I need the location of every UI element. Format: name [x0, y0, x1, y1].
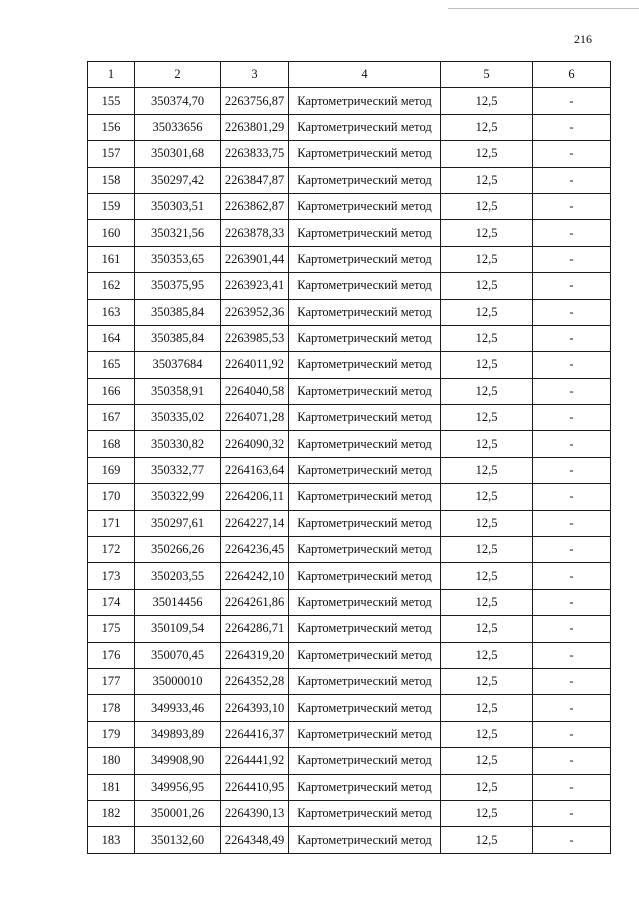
point-number-cell: 175 [88, 616, 135, 642]
table-row [88, 273, 611, 299]
table-row [88, 405, 611, 431]
x-coordinate-cell: 349893,89 [135, 721, 221, 747]
x-coordinate-cell: 350358,91 [135, 378, 221, 404]
point-number-cell: 181 [88, 774, 135, 800]
top-rule [448, 8, 639, 9]
accuracy-cell: 12,5 [441, 563, 533, 589]
point-number-cell: 177 [88, 668, 135, 694]
method-cell: Картометрический метод [289, 616, 441, 642]
column-header: 1 [88, 62, 135, 88]
y-coordinate-cell: 2263923,41 [221, 273, 289, 299]
method-cell: Картометрический метод [289, 88, 441, 114]
note-cell: - [533, 484, 611, 510]
x-coordinate-cell: 350297,42 [135, 167, 221, 193]
note-cell: - [533, 457, 611, 483]
accuracy-cell: 12,5 [441, 695, 533, 721]
y-coordinate-cell: 2264090,32 [221, 431, 289, 457]
point-number-cell: 172 [88, 537, 135, 563]
note-cell: - [533, 748, 611, 774]
column-header: 2 [135, 62, 221, 88]
table-row [88, 537, 611, 563]
table-row [88, 378, 611, 404]
note-cell: - [533, 88, 611, 114]
note-cell: - [533, 352, 611, 378]
note-cell: - [533, 695, 611, 721]
method-cell: Картометрический метод [289, 246, 441, 272]
x-coordinate-cell: 350001,26 [135, 800, 221, 826]
table-row [88, 431, 611, 457]
note-cell: - [533, 642, 611, 668]
accuracy-cell: 12,5 [441, 378, 533, 404]
accuracy-cell: 12,5 [441, 352, 533, 378]
x-coordinate-cell: 350297,61 [135, 510, 221, 536]
y-coordinate-cell: 2263801,29 [221, 114, 289, 140]
y-coordinate-cell: 2264410,95 [221, 774, 289, 800]
y-coordinate-cell: 2263952,36 [221, 299, 289, 325]
method-cell: Картометрический метод [289, 352, 441, 378]
method-cell: Картометрический метод [289, 589, 441, 615]
accuracy-cell: 12,5 [441, 721, 533, 747]
note-cell: - [533, 141, 611, 167]
point-number-cell: 168 [88, 431, 135, 457]
column-header: 6 [533, 62, 611, 88]
accuracy-cell: 12,5 [441, 774, 533, 800]
x-coordinate-cell: 35037684 [135, 352, 221, 378]
method-cell: Картометрический метод [289, 827, 441, 853]
point-number-cell: 163 [88, 299, 135, 325]
method-cell: Картометрический метод [289, 273, 441, 299]
method-cell: Картометрический метод [289, 431, 441, 457]
table-row [88, 220, 611, 246]
table-row [88, 167, 611, 193]
column-header: 4 [289, 62, 441, 88]
method-cell: Картометрический метод [289, 668, 441, 694]
note-cell: - [533, 378, 611, 404]
accuracy-cell: 12,5 [441, 167, 533, 193]
method-cell: Картометрический метод [289, 748, 441, 774]
x-coordinate-cell: 349908,90 [135, 748, 221, 774]
x-coordinate-cell: 350374,70 [135, 88, 221, 114]
accuracy-cell: 12,5 [441, 299, 533, 325]
accuracy-cell: 12,5 [441, 405, 533, 431]
x-coordinate-cell: 349956,95 [135, 774, 221, 800]
y-coordinate-cell: 2263985,53 [221, 325, 289, 351]
point-number-cell: 161 [88, 246, 135, 272]
x-coordinate-cell: 350303,51 [135, 193, 221, 219]
accuracy-cell: 12,5 [441, 431, 533, 457]
y-coordinate-cell: 2264390,13 [221, 800, 289, 826]
page-number: 216 [574, 32, 592, 46]
point-number-cell: 169 [88, 457, 135, 483]
accuracy-cell: 12,5 [441, 642, 533, 668]
method-cell: Картометрический метод [289, 721, 441, 747]
note-cell: - [533, 616, 611, 642]
note-cell: - [533, 193, 611, 219]
y-coordinate-cell: 2264236,45 [221, 537, 289, 563]
note-cell: - [533, 405, 611, 431]
table-row [88, 748, 611, 774]
method-cell: Картометрический метод [289, 484, 441, 510]
method-cell: Картометрический метод [289, 193, 441, 219]
method-cell: Картометрический метод [289, 774, 441, 800]
note-cell: - [533, 273, 611, 299]
note-cell: - [533, 114, 611, 140]
table-row [88, 721, 611, 747]
point-number-cell: 182 [88, 800, 135, 826]
y-coordinate-cell: 2263901,44 [221, 246, 289, 272]
y-coordinate-cell: 2264071,28 [221, 405, 289, 431]
y-coordinate-cell: 2264416,37 [221, 721, 289, 747]
accuracy-cell: 12,5 [441, 589, 533, 615]
point-number-cell: 167 [88, 405, 135, 431]
accuracy-cell: 12,5 [441, 827, 533, 853]
point-number-cell: 162 [88, 273, 135, 299]
method-cell: Картометрический метод [289, 695, 441, 721]
note-cell: - [533, 668, 611, 694]
x-coordinate-cell: 350321,56 [135, 220, 221, 246]
point-number-cell: 155 [88, 88, 135, 114]
method-cell: Картометрический метод [289, 325, 441, 351]
accuracy-cell: 12,5 [441, 510, 533, 536]
note-cell: - [533, 325, 611, 351]
table-row [88, 193, 611, 219]
point-number-cell: 179 [88, 721, 135, 747]
point-number-cell: 183 [88, 827, 135, 853]
method-cell: Картометрический метод [289, 220, 441, 246]
table-row [88, 774, 611, 800]
note-cell: - [533, 510, 611, 536]
method-cell: Картометрический метод [289, 299, 441, 325]
accuracy-cell: 12,5 [441, 193, 533, 219]
accuracy-cell: 12,5 [441, 141, 533, 167]
x-coordinate-cell: 350385,84 [135, 299, 221, 325]
y-coordinate-cell: 2264011,92 [221, 352, 289, 378]
accuracy-cell: 12,5 [441, 220, 533, 246]
x-coordinate-cell: 350070,45 [135, 642, 221, 668]
x-coordinate-cell: 350301,68 [135, 141, 221, 167]
x-coordinate-cell: 350132,60 [135, 827, 221, 853]
point-number-cell: 164 [88, 325, 135, 351]
point-number-cell: 176 [88, 642, 135, 668]
point-number-cell: 171 [88, 510, 135, 536]
table-row [88, 800, 611, 826]
y-coordinate-cell: 2264163,64 [221, 457, 289, 483]
y-coordinate-cell: 2263878,33 [221, 220, 289, 246]
method-cell: Картометрический метод [289, 537, 441, 563]
x-coordinate-cell: 35014456 [135, 589, 221, 615]
table-row [88, 668, 611, 694]
note-cell: - [533, 537, 611, 563]
column-header: 5 [441, 62, 533, 88]
point-number-cell: 159 [88, 193, 135, 219]
x-coordinate-cell: 350330,82 [135, 431, 221, 457]
table-row [88, 457, 611, 483]
x-coordinate-cell: 349933,46 [135, 695, 221, 721]
method-cell: Картометрический метод [289, 141, 441, 167]
y-coordinate-cell: 2264206,11 [221, 484, 289, 510]
y-coordinate-cell: 2264040,58 [221, 378, 289, 404]
accuracy-cell: 12,5 [441, 273, 533, 299]
method-cell: Картометрический метод [289, 563, 441, 589]
note-cell: - [533, 774, 611, 800]
x-coordinate-cell: 350332,77 [135, 457, 221, 483]
x-coordinate-cell: 350353,65 [135, 246, 221, 272]
accuracy-cell: 12,5 [441, 457, 533, 483]
table-row [88, 616, 611, 642]
point-number-cell: 157 [88, 141, 135, 167]
accuracy-cell: 12,5 [441, 616, 533, 642]
accuracy-cell: 12,5 [441, 88, 533, 114]
table-row [88, 827, 611, 853]
table-row [88, 589, 611, 615]
table-row [88, 141, 611, 167]
method-cell: Картометрический метод [289, 378, 441, 404]
point-number-cell: 165 [88, 352, 135, 378]
x-coordinate-cell: 350203,55 [135, 563, 221, 589]
note-cell: - [533, 220, 611, 246]
column-header: 3 [221, 62, 289, 88]
table-row [88, 642, 611, 668]
method-cell: Картометрический метод [289, 642, 441, 668]
x-coordinate-cell: 35000010 [135, 668, 221, 694]
accuracy-cell: 12,5 [441, 748, 533, 774]
note-cell: - [533, 800, 611, 826]
accuracy-cell: 12,5 [441, 246, 533, 272]
table-row [88, 325, 611, 351]
table-row [88, 114, 611, 140]
table-row [88, 299, 611, 325]
point-number-cell: 166 [88, 378, 135, 404]
x-coordinate-cell: 350375,95 [135, 273, 221, 299]
method-cell: Картометрический метод [289, 510, 441, 536]
note-cell: - [533, 563, 611, 589]
y-coordinate-cell: 2263847,87 [221, 167, 289, 193]
x-coordinate-cell: 35033656 [135, 114, 221, 140]
y-coordinate-cell: 2264393,10 [221, 695, 289, 721]
y-coordinate-cell: 2264319,20 [221, 642, 289, 668]
coordinates-table [87, 61, 611, 854]
header-row [88, 62, 611, 88]
point-number-cell: 170 [88, 484, 135, 510]
note-cell: - [533, 246, 611, 272]
point-number-cell: 174 [88, 589, 135, 615]
accuracy-cell: 12,5 [441, 484, 533, 510]
y-coordinate-cell: 2264242,10 [221, 563, 289, 589]
table-row [88, 88, 611, 114]
x-coordinate-cell: 350322,99 [135, 484, 221, 510]
accuracy-cell: 12,5 [441, 537, 533, 563]
y-coordinate-cell: 2264441,92 [221, 748, 289, 774]
table-row [88, 246, 611, 272]
x-coordinate-cell: 350335,02 [135, 405, 221, 431]
x-coordinate-cell: 350266,26 [135, 537, 221, 563]
method-cell: Картометрический метод [289, 114, 441, 140]
table-row [88, 484, 611, 510]
point-number-cell: 160 [88, 220, 135, 246]
table-row [88, 510, 611, 536]
note-cell: - [533, 589, 611, 615]
x-coordinate-cell: 350109,54 [135, 616, 221, 642]
y-coordinate-cell: 2264352,28 [221, 668, 289, 694]
point-number-cell: 178 [88, 695, 135, 721]
point-number-cell: 173 [88, 563, 135, 589]
y-coordinate-cell: 2264227,14 [221, 510, 289, 536]
table-row [88, 695, 611, 721]
table-row [88, 563, 611, 589]
accuracy-cell: 12,5 [441, 800, 533, 826]
accuracy-cell: 12,5 [441, 325, 533, 351]
note-cell: - [533, 431, 611, 457]
y-coordinate-cell: 2263833,75 [221, 141, 289, 167]
table-row [88, 352, 611, 378]
note-cell: - [533, 827, 611, 853]
point-number-cell: 156 [88, 114, 135, 140]
y-coordinate-cell: 2263862,87 [221, 193, 289, 219]
method-cell: Картометрический метод [289, 405, 441, 431]
y-coordinate-cell: 2264261,86 [221, 589, 289, 615]
table-body [88, 88, 611, 853]
note-cell: - [533, 167, 611, 193]
accuracy-cell: 12,5 [441, 668, 533, 694]
method-cell: Картометрический метод [289, 800, 441, 826]
note-cell: - [533, 721, 611, 747]
method-cell: Картометрический метод [289, 167, 441, 193]
y-coordinate-cell: 2264348,49 [221, 827, 289, 853]
y-coordinate-cell: 2263756,87 [221, 88, 289, 114]
method-cell: Картометрический метод [289, 457, 441, 483]
x-coordinate-cell: 350385,84 [135, 325, 221, 351]
point-number-cell: 180 [88, 748, 135, 774]
accuracy-cell: 12,5 [441, 114, 533, 140]
note-cell: - [533, 299, 611, 325]
y-coordinate-cell: 2264286,71 [221, 616, 289, 642]
point-number-cell: 158 [88, 167, 135, 193]
